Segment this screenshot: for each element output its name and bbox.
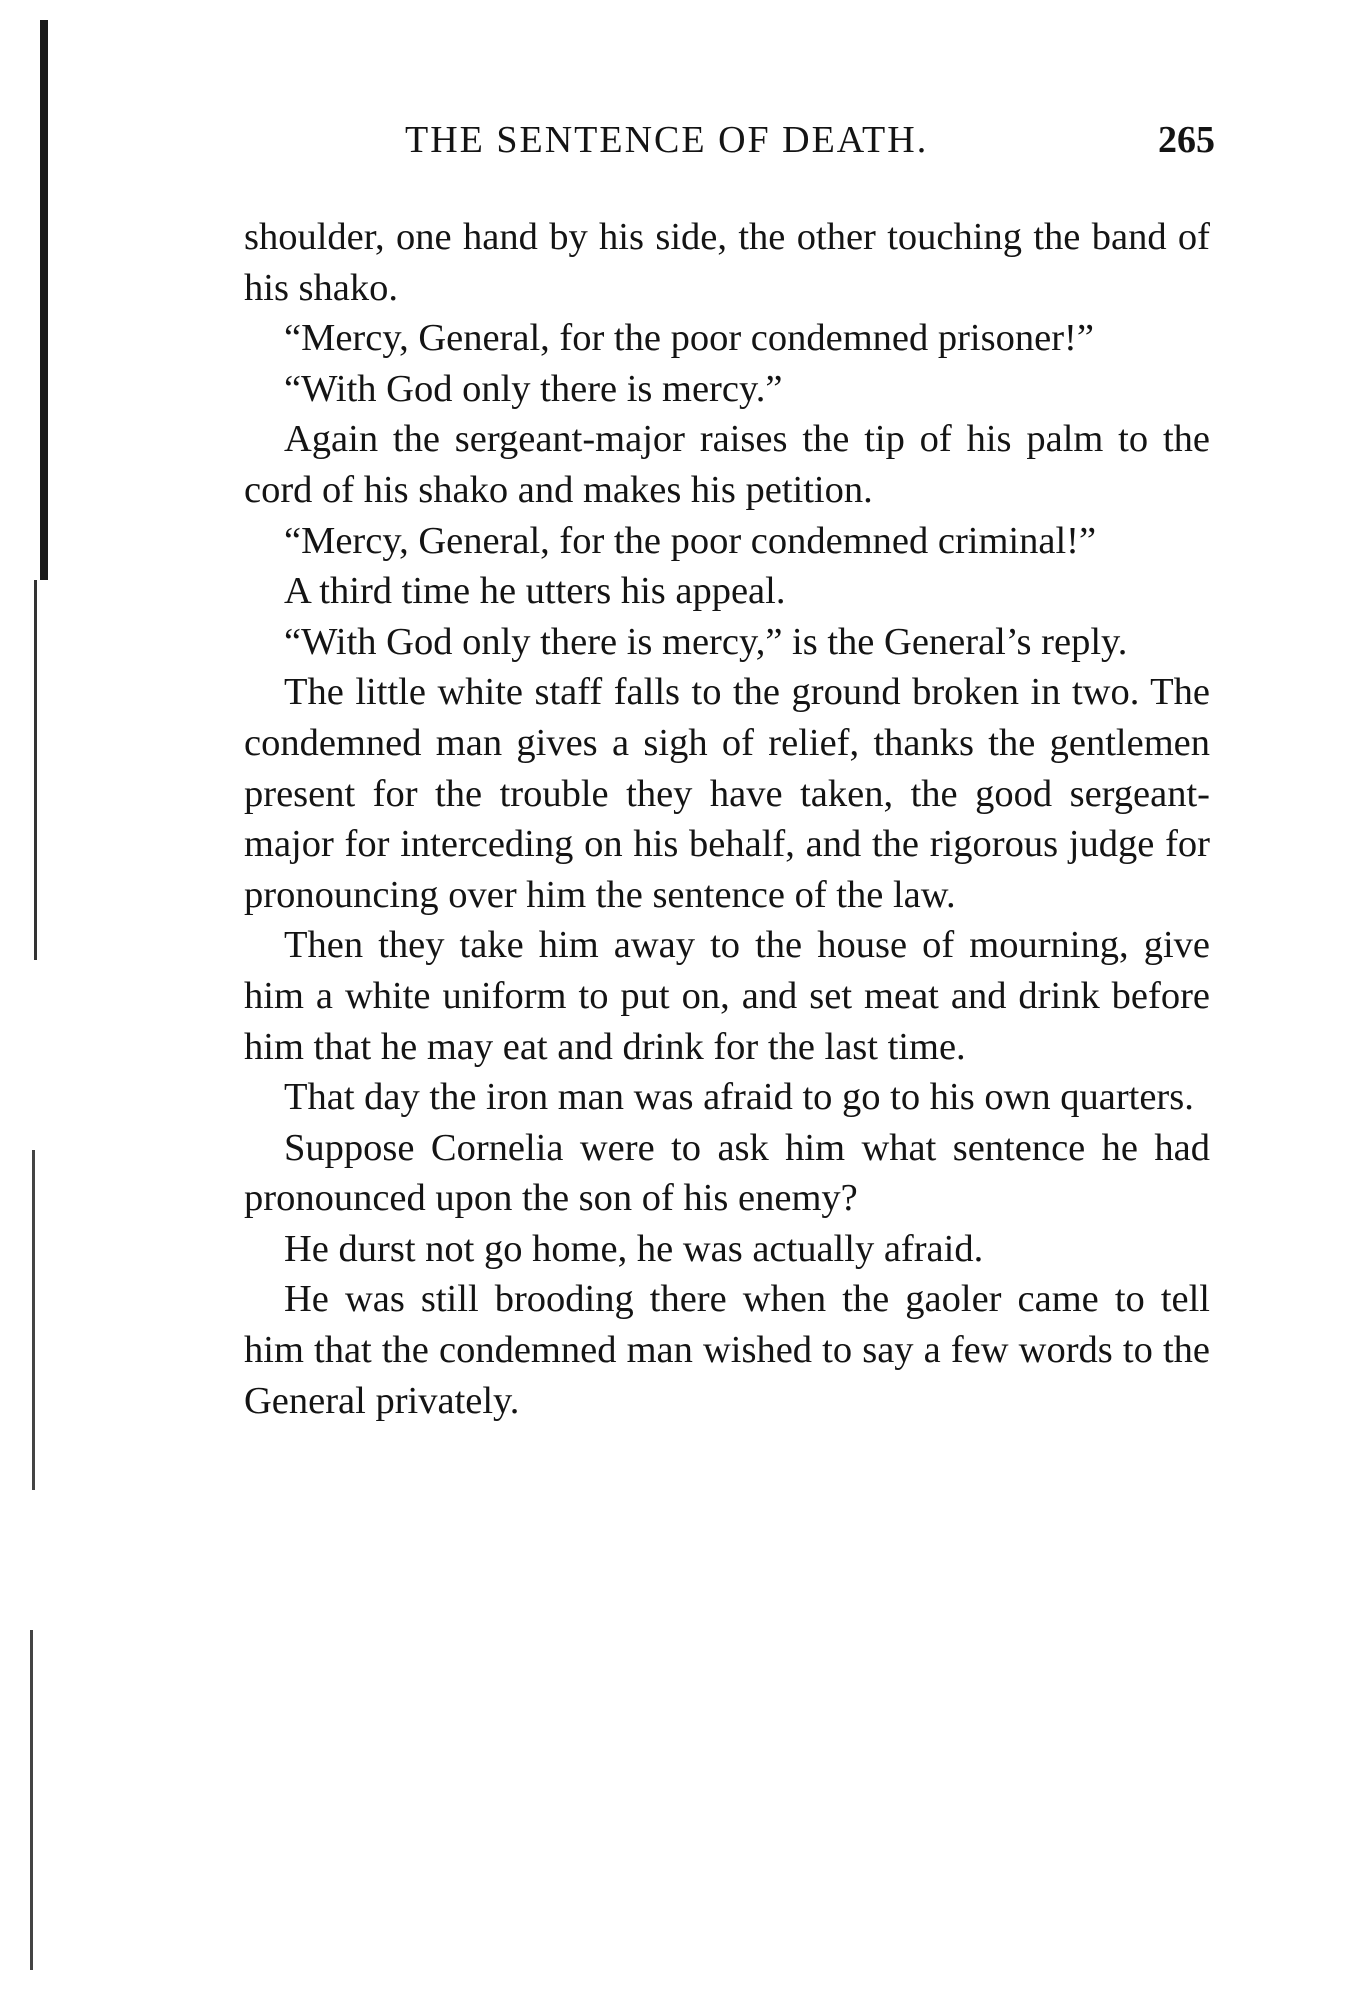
scan-binding-edge <box>40 20 48 580</box>
paragraph: A third time he utters his appeal. <box>284 570 786 613</box>
scan-binding-edge <box>34 580 37 960</box>
scan-binding-edge <box>32 1150 35 1490</box>
paragraph: That day the iron man was afraid to go to his own quarters. <box>284 1076 1194 1119</box>
paragraph: Then they take him away to the house of mourning, give him a white uniform to put on, and set meat and drink before him that he may eat and drink for the last time. <box>244 924 1210 1068</box>
paragraph: The little white staff falls to the ground broken in two. The condemned man gives a sigh of relief, thanks the gentlemen present for the trouble they have taken, the good sergeant-major for interceding on his behalf, and the rigorous judge for pronouncing over him the sentence of the law. <box>244 671 1210 916</box>
paragraph: “Mercy, General, for the poor condemned prisoner!” <box>284 317 1094 360</box>
paragraph: “With God only there is mercy,” is the General’s reply. <box>284 620 1128 663</box>
paragraph: “Mercy, General, for the poor condemned criminal!” <box>284 519 1097 562</box>
paragraph: shoulder, one hand by his side, the other touching the band of his shako. <box>244 216 1210 309</box>
body-text <box>244 212 1210 1426</box>
paragraph: “With God only there is mercy.” <box>284 367 783 410</box>
paragraph: He was still brooding there when the gaoler came to tell him that the condemned man wished to say a few words to the General privately. <box>244 1278 1210 1422</box>
paragraph: He durst not go home, he was actually afraid. <box>284 1227 984 1270</box>
scan-binding-edge <box>30 1630 33 1970</box>
running-title: THE SENTENCE OF DEATH. <box>405 119 929 161</box>
page-number: 265 <box>1158 119 1215 161</box>
page-header <box>405 118 1225 178</box>
paragraph: Suppose Cornelia were to ask him what sentence he had pronounced upon the son of his enemy? <box>244 1126 1210 1220</box>
paragraph: Again the sergeant-major raises the tip of his palm to the cord of his shako and makes his petition. <box>244 418 1210 511</box>
